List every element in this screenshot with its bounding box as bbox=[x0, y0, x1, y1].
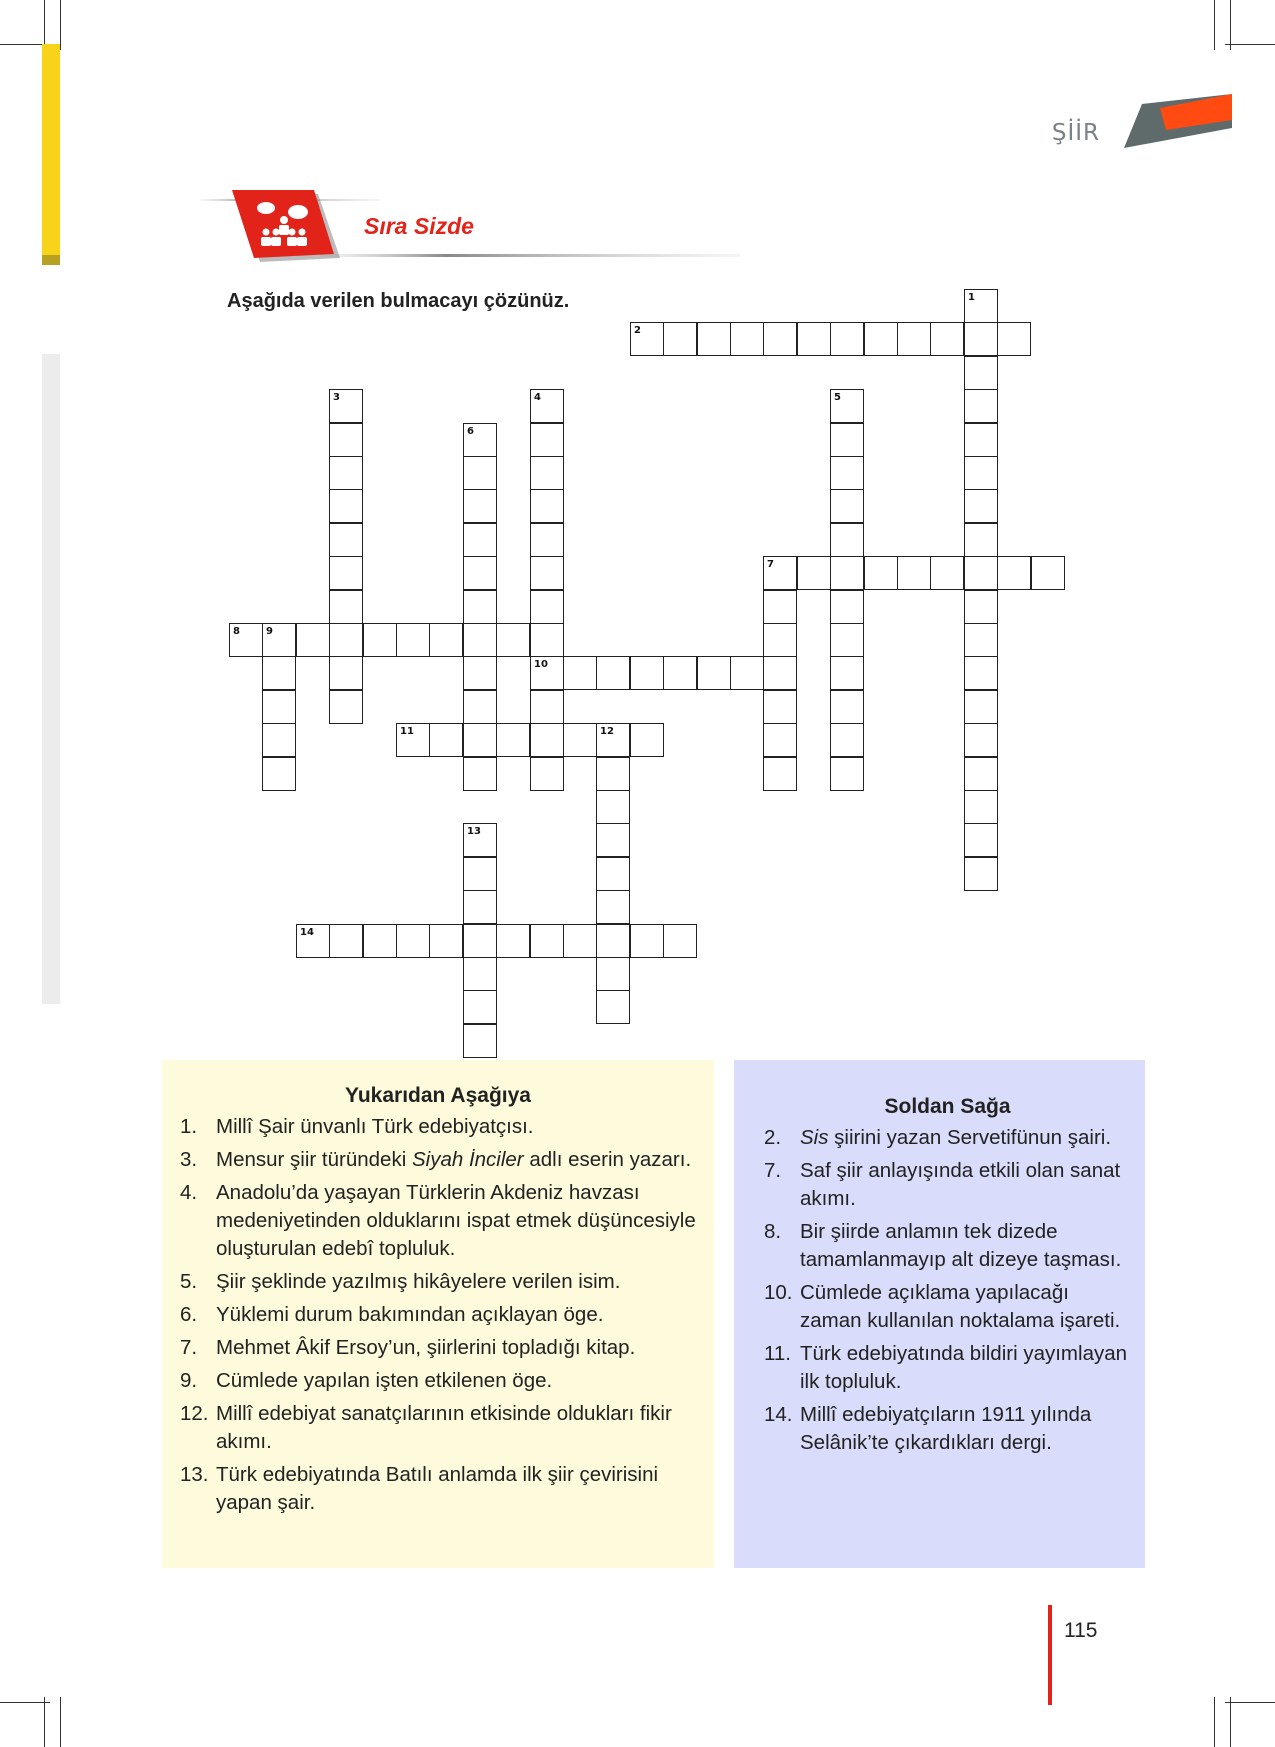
crossword-cell[interactable] bbox=[1031, 556, 1065, 590]
margin-highlight-tip bbox=[42, 255, 60, 265]
cell-number: 12 bbox=[600, 726, 614, 737]
crossword-cell[interactable] bbox=[964, 757, 998, 791]
crossword-cell[interactable] bbox=[563, 723, 597, 757]
crossword-cell[interactable] bbox=[563, 924, 597, 958]
crossword-cell[interactable] bbox=[596, 723, 630, 757]
crossword-cell[interactable] bbox=[396, 924, 430, 958]
clue-item bbox=[180, 1146, 696, 1174]
crossword-cell[interactable] bbox=[763, 723, 797, 757]
cell-number: 6 bbox=[467, 426, 474, 437]
crossword-cell[interactable] bbox=[463, 523, 497, 557]
clue-number: 10. bbox=[764, 1281, 793, 1304]
clue-title-italic: Sis bbox=[800, 1126, 829, 1149]
crossword-cell[interactable] bbox=[463, 556, 497, 590]
crossword-cell[interactable] bbox=[964, 823, 998, 857]
crossword-cell[interactable] bbox=[964, 857, 998, 891]
clue-item bbox=[180, 1268, 696, 1296]
crop-mark bbox=[44, 0, 45, 50]
clue-number: 4. bbox=[180, 1181, 198, 1204]
clue-number: 14. bbox=[764, 1403, 793, 1426]
crossword-cell[interactable] bbox=[897, 322, 931, 356]
crossword-cell[interactable] bbox=[463, 423, 497, 457]
crossword-cell[interactable] bbox=[596, 890, 630, 924]
clue-item bbox=[180, 1334, 696, 1362]
across-clues-box bbox=[734, 1060, 1145, 1568]
crossword-cell[interactable] bbox=[897, 556, 931, 590]
crossword-cell[interactable] bbox=[964, 690, 998, 724]
crossword-cell[interactable] bbox=[830, 656, 864, 690]
across-heading: Soldan Sağa bbox=[884, 1095, 1011, 1118]
crossword-cell[interactable] bbox=[630, 723, 664, 757]
crossword-cell[interactable] bbox=[329, 623, 363, 657]
clue-text: Millî Şair ünvanlı Türk edebiyatçısı. bbox=[216, 1115, 534, 1138]
clue-text-part: şiirini yazan Servetifünun şairi. bbox=[828, 1126, 1112, 1149]
crossword-cell[interactable] bbox=[830, 456, 864, 490]
clue-item bbox=[180, 1367, 696, 1395]
crossword-cell[interactable] bbox=[964, 356, 998, 390]
crossword-cell[interactable] bbox=[930, 556, 964, 590]
down-heading: Yukarıdan Aşağıya bbox=[345, 1084, 531, 1107]
crossword-cell[interactable] bbox=[830, 489, 864, 523]
clue-item bbox=[180, 1179, 696, 1263]
clue-item bbox=[764, 1340, 1131, 1396]
crossword-cell[interactable] bbox=[997, 556, 1031, 590]
cell-number: 7 bbox=[767, 559, 774, 570]
crossword-cell[interactable] bbox=[997, 322, 1031, 356]
crossword-cell[interactable] bbox=[596, 957, 630, 991]
crossword-cell[interactable] bbox=[964, 656, 998, 690]
clue-number: 8. bbox=[764, 1220, 782, 1243]
crossword-cell[interactable] bbox=[396, 623, 430, 657]
cell-number: 13 bbox=[467, 826, 481, 837]
crossword-cell[interactable] bbox=[329, 489, 363, 523]
across-clue-list bbox=[764, 1124, 1131, 1457]
crop-mark bbox=[1225, 1702, 1275, 1703]
crossword-cell[interactable] bbox=[697, 656, 731, 690]
crossword-cell[interactable] bbox=[329, 556, 363, 590]
cell-number: 9 bbox=[266, 626, 273, 637]
crossword-cell[interactable] bbox=[964, 489, 998, 523]
crossword-cell[interactable] bbox=[630, 656, 664, 690]
crossword-cell[interactable] bbox=[530, 590, 564, 624]
crop-mark bbox=[1214, 0, 1215, 50]
crossword-cell[interactable] bbox=[964, 423, 998, 457]
crossword-cell[interactable] bbox=[830, 590, 864, 624]
crossword-cell[interactable] bbox=[864, 322, 898, 356]
clue-text bbox=[800, 1124, 1131, 1152]
clue-text: Mehmet Âkif Ersoy’un, şiirlerini topladığı kitap. bbox=[216, 1336, 636, 1359]
crossword-cell[interactable] bbox=[463, 857, 497, 891]
crossword-cell[interactable] bbox=[463, 823, 497, 857]
crossword-cell[interactable] bbox=[964, 723, 998, 757]
cell-number: 14 bbox=[300, 927, 314, 938]
cell-number: 2 bbox=[634, 325, 641, 336]
crop-mark bbox=[1225, 44, 1275, 45]
crop-mark bbox=[1214, 1697, 1215, 1747]
crossword-cell[interactable] bbox=[530, 690, 564, 724]
crossword-cell[interactable] bbox=[730, 322, 764, 356]
crop-mark bbox=[1230, 1697, 1231, 1747]
crossword-cell[interactable] bbox=[463, 690, 497, 724]
crossword-cell[interactable] bbox=[463, 990, 497, 1024]
crossword-cell[interactable] bbox=[730, 656, 764, 690]
clue-item bbox=[180, 1113, 696, 1141]
clue-item bbox=[764, 1401, 1131, 1457]
clue-item bbox=[764, 1124, 1131, 1152]
crossword-cell[interactable] bbox=[262, 690, 296, 724]
page-number-bar bbox=[1048, 1605, 1052, 1705]
clue-text: Şiir şeklinde yazılmış hikâyelere verilen isim. bbox=[216, 1270, 621, 1293]
clue-text-part: Mensur şiir türündeki bbox=[216, 1148, 412, 1171]
crossword-cell[interactable] bbox=[396, 723, 430, 757]
crossword-cell[interactable] bbox=[329, 523, 363, 557]
banner-title: Sıra Sizde bbox=[364, 213, 474, 239]
crossword-cell[interactable] bbox=[329, 456, 363, 490]
crossword-cell[interactable] bbox=[663, 924, 697, 958]
clue-text: Saf şiir anlayışında etkili olan sanat akımı. bbox=[800, 1159, 1121, 1210]
clue-text: Bir şiirde anlamın tek dizede tamamlanmayıp alt dizeye taşması. bbox=[800, 1220, 1122, 1271]
crossword-cell[interactable] bbox=[329, 389, 363, 423]
cell-number: 3 bbox=[333, 392, 340, 403]
crossword-cell[interactable] bbox=[663, 322, 697, 356]
crossword-cell[interactable] bbox=[463, 489, 497, 523]
crossword-cell[interactable] bbox=[363, 924, 397, 958]
crossword-cell[interactable] bbox=[563, 656, 597, 690]
crossword-cell[interactable] bbox=[496, 623, 530, 657]
crossword-cell[interactable] bbox=[964, 623, 998, 657]
crossword-cell[interactable] bbox=[429, 924, 463, 958]
crossword-cell[interactable] bbox=[596, 857, 630, 891]
crossword-cell[interactable] bbox=[463, 723, 497, 757]
clue-number: 11. bbox=[764, 1342, 791, 1365]
crossword-cell[interactable] bbox=[530, 757, 564, 791]
crossword-cell[interactable] bbox=[830, 556, 864, 590]
clue-number: 6. bbox=[180, 1303, 198, 1326]
margin-gray-strip bbox=[42, 354, 60, 1004]
clue-number: 1. bbox=[180, 1115, 198, 1138]
crossword-cell[interactable] bbox=[530, 423, 564, 457]
crossword-cell[interactable] bbox=[763, 690, 797, 724]
crossword-cell[interactable] bbox=[797, 322, 831, 356]
crossword-cell[interactable] bbox=[496, 924, 530, 958]
clue-item bbox=[180, 1400, 696, 1456]
crossword-cell[interactable] bbox=[463, 890, 497, 924]
page-number: 115 bbox=[1064, 1619, 1098, 1642]
clue-text: Cümlede açıklama yapılacağı zaman kullanılan noktalama işareti. bbox=[800, 1281, 1121, 1332]
clue-text: Cümlede yapılan işten etkilenen öge. bbox=[216, 1369, 553, 1392]
crossword-cell[interactable] bbox=[296, 924, 330, 958]
crossword-cell[interactable] bbox=[596, 924, 630, 958]
crossword-cell[interactable] bbox=[463, 924, 497, 958]
clue-number: 3. bbox=[180, 1148, 198, 1171]
crossword-cell[interactable] bbox=[429, 623, 463, 657]
crossword-cell[interactable] bbox=[596, 790, 630, 824]
crossword-cell[interactable] bbox=[429, 723, 463, 757]
crossword-cell[interactable] bbox=[830, 690, 864, 724]
crossword-cell[interactable] bbox=[763, 656, 797, 690]
crossword-cell[interactable] bbox=[964, 523, 998, 557]
crossword-cell[interactable] bbox=[596, 757, 630, 791]
crossword-cell[interactable] bbox=[496, 723, 530, 757]
clue-item bbox=[764, 1218, 1131, 1274]
crossword-cell[interactable] bbox=[830, 523, 864, 557]
crossword-cell[interactable] bbox=[964, 322, 998, 356]
corner-decoration-icon bbox=[1124, 92, 1234, 152]
crossword-cell[interactable] bbox=[363, 623, 397, 657]
crossword-cell[interactable] bbox=[463, 656, 497, 690]
crossword-cell[interactable] bbox=[530, 723, 564, 757]
crop-mark bbox=[60, 1697, 61, 1747]
crossword-cell[interactable] bbox=[229, 623, 263, 657]
crossword-cell[interactable] bbox=[830, 389, 864, 423]
clue-text: Yüklemi durum bakımından açıklayan öge. bbox=[216, 1303, 604, 1326]
crossword-cell[interactable] bbox=[329, 656, 363, 690]
clue-item bbox=[180, 1301, 696, 1329]
crossword-cell[interactable] bbox=[763, 757, 797, 791]
crossword-cell[interactable] bbox=[930, 322, 964, 356]
clue-number: 13. bbox=[180, 1463, 209, 1486]
crossword-cell[interactable] bbox=[663, 656, 697, 690]
crossword-cell[interactable] bbox=[329, 924, 363, 958]
crop-mark bbox=[44, 1697, 45, 1747]
crossword-cell[interactable] bbox=[964, 590, 998, 624]
crop-mark bbox=[1230, 0, 1231, 50]
crop-mark bbox=[60, 0, 61, 50]
clue-number: 12. bbox=[180, 1402, 209, 1425]
crossword-cell[interactable] bbox=[463, 1024, 497, 1058]
crossword-cell[interactable] bbox=[763, 590, 797, 624]
down-clue-list bbox=[180, 1113, 696, 1517]
crossword-cell[interactable] bbox=[530, 924, 564, 958]
clue-number: 5. bbox=[180, 1270, 198, 1293]
crossword-cell[interactable] bbox=[262, 757, 296, 791]
crossword-cell[interactable] bbox=[964, 456, 998, 490]
crossword-cell[interactable] bbox=[630, 322, 664, 356]
margin-highlight-bar bbox=[42, 44, 60, 265]
cell-number: 4 bbox=[534, 392, 541, 403]
crossword-cell[interactable] bbox=[964, 556, 998, 590]
crossword-cell[interactable] bbox=[262, 723, 296, 757]
crossword-cell[interactable] bbox=[530, 489, 564, 523]
cell-number: 8 bbox=[233, 626, 240, 637]
crossword-cell[interactable] bbox=[530, 456, 564, 490]
clue-number: 7. bbox=[764, 1159, 782, 1182]
crossword-cell[interactable] bbox=[463, 757, 497, 791]
crossword-cell[interactable] bbox=[830, 322, 864, 356]
crossword-cell[interactable] bbox=[830, 757, 864, 791]
clue-text: Türk edebiyatında Batılı anlamda ilk şiir çevirisini yapan şair. bbox=[216, 1463, 659, 1514]
crossword-cell[interactable] bbox=[596, 990, 630, 1024]
cell-number: 5 bbox=[834, 392, 841, 403]
crossword-cell[interactable] bbox=[262, 656, 296, 690]
crossword-cell[interactable] bbox=[530, 623, 564, 657]
down-clues-box bbox=[162, 1060, 714, 1568]
crossword-cell[interactable] bbox=[262, 623, 296, 657]
clue-number: 9. bbox=[180, 1369, 198, 1392]
clue-title-italic: Siyah İnciler bbox=[411, 1148, 524, 1171]
crossword-cell[interactable] bbox=[530, 556, 564, 590]
crossword-cell[interactable] bbox=[596, 823, 630, 857]
cell-number: 11 bbox=[400, 726, 414, 737]
crossword-cell[interactable] bbox=[463, 623, 497, 657]
crossword-cell[interactable] bbox=[329, 590, 363, 624]
cell-number: 1 bbox=[968, 292, 975, 303]
clue-number: 7. bbox=[180, 1336, 198, 1359]
crossword-cell[interactable] bbox=[697, 322, 731, 356]
crossword-cell[interactable] bbox=[329, 423, 363, 457]
crossword-cell[interactable] bbox=[763, 623, 797, 657]
crossword-cell[interactable] bbox=[530, 523, 564, 557]
crossword-cell[interactable] bbox=[463, 590, 497, 624]
crossword-cell[interactable] bbox=[630, 924, 664, 958]
crossword-cell[interactable] bbox=[763, 556, 797, 590]
crossword-cell[interactable] bbox=[797, 556, 831, 590]
clue-number: 2. bbox=[764, 1126, 782, 1149]
crop-mark bbox=[0, 1702, 50, 1703]
crossword-cell[interactable] bbox=[530, 656, 564, 690]
clue-text: Anadolu’da yaşayan Türklerin Akdeniz havzası medeniyetinden olduklarını ispat etmek düşüncesiyle oluşturulan edebî topluluk. bbox=[216, 1181, 696, 1260]
crossword-cell[interactable] bbox=[964, 289, 998, 323]
crossword-cell[interactable] bbox=[964, 389, 998, 423]
crossword-cell[interactable] bbox=[830, 423, 864, 457]
clue-text: Millî edebiyatçıların 1911 yılında Selânik’te çıkardıkları dergi. bbox=[800, 1403, 1092, 1454]
crossword-cell[interactable] bbox=[830, 723, 864, 757]
clue-item bbox=[764, 1157, 1131, 1213]
crossword-cell[interactable] bbox=[329, 690, 363, 724]
clue-text: Millî edebiyat sanatçılarının etkisinde oldukları fikir akımı. bbox=[216, 1402, 672, 1453]
clue-item bbox=[180, 1461, 696, 1517]
crossword-cell[interactable] bbox=[964, 790, 998, 824]
clue-text-part: adlı eserin yazarı. bbox=[523, 1148, 692, 1171]
section-label: ŞİİR bbox=[1051, 120, 1100, 146]
crossword-cell[interactable] bbox=[596, 656, 630, 690]
crossword-cell[interactable] bbox=[463, 456, 497, 490]
instruction-text: Aşağıda verilen bulmacayı çözünüz. bbox=[227, 290, 570, 312]
cell-number: 10 bbox=[534, 659, 548, 670]
crossword-cell[interactable] bbox=[830, 623, 864, 657]
clue-text: Türk edebiyatında bildiri yayımlayan ilk topluluk. bbox=[800, 1342, 1128, 1393]
crossword-cell[interactable] bbox=[763, 322, 797, 356]
clue-item bbox=[764, 1279, 1131, 1335]
crossword-cell[interactable] bbox=[864, 556, 898, 590]
crossword-cell[interactable] bbox=[463, 957, 497, 991]
clue-text bbox=[216, 1146, 696, 1174]
crossword-cell[interactable] bbox=[296, 623, 330, 657]
crossword-cell[interactable] bbox=[530, 389, 564, 423]
